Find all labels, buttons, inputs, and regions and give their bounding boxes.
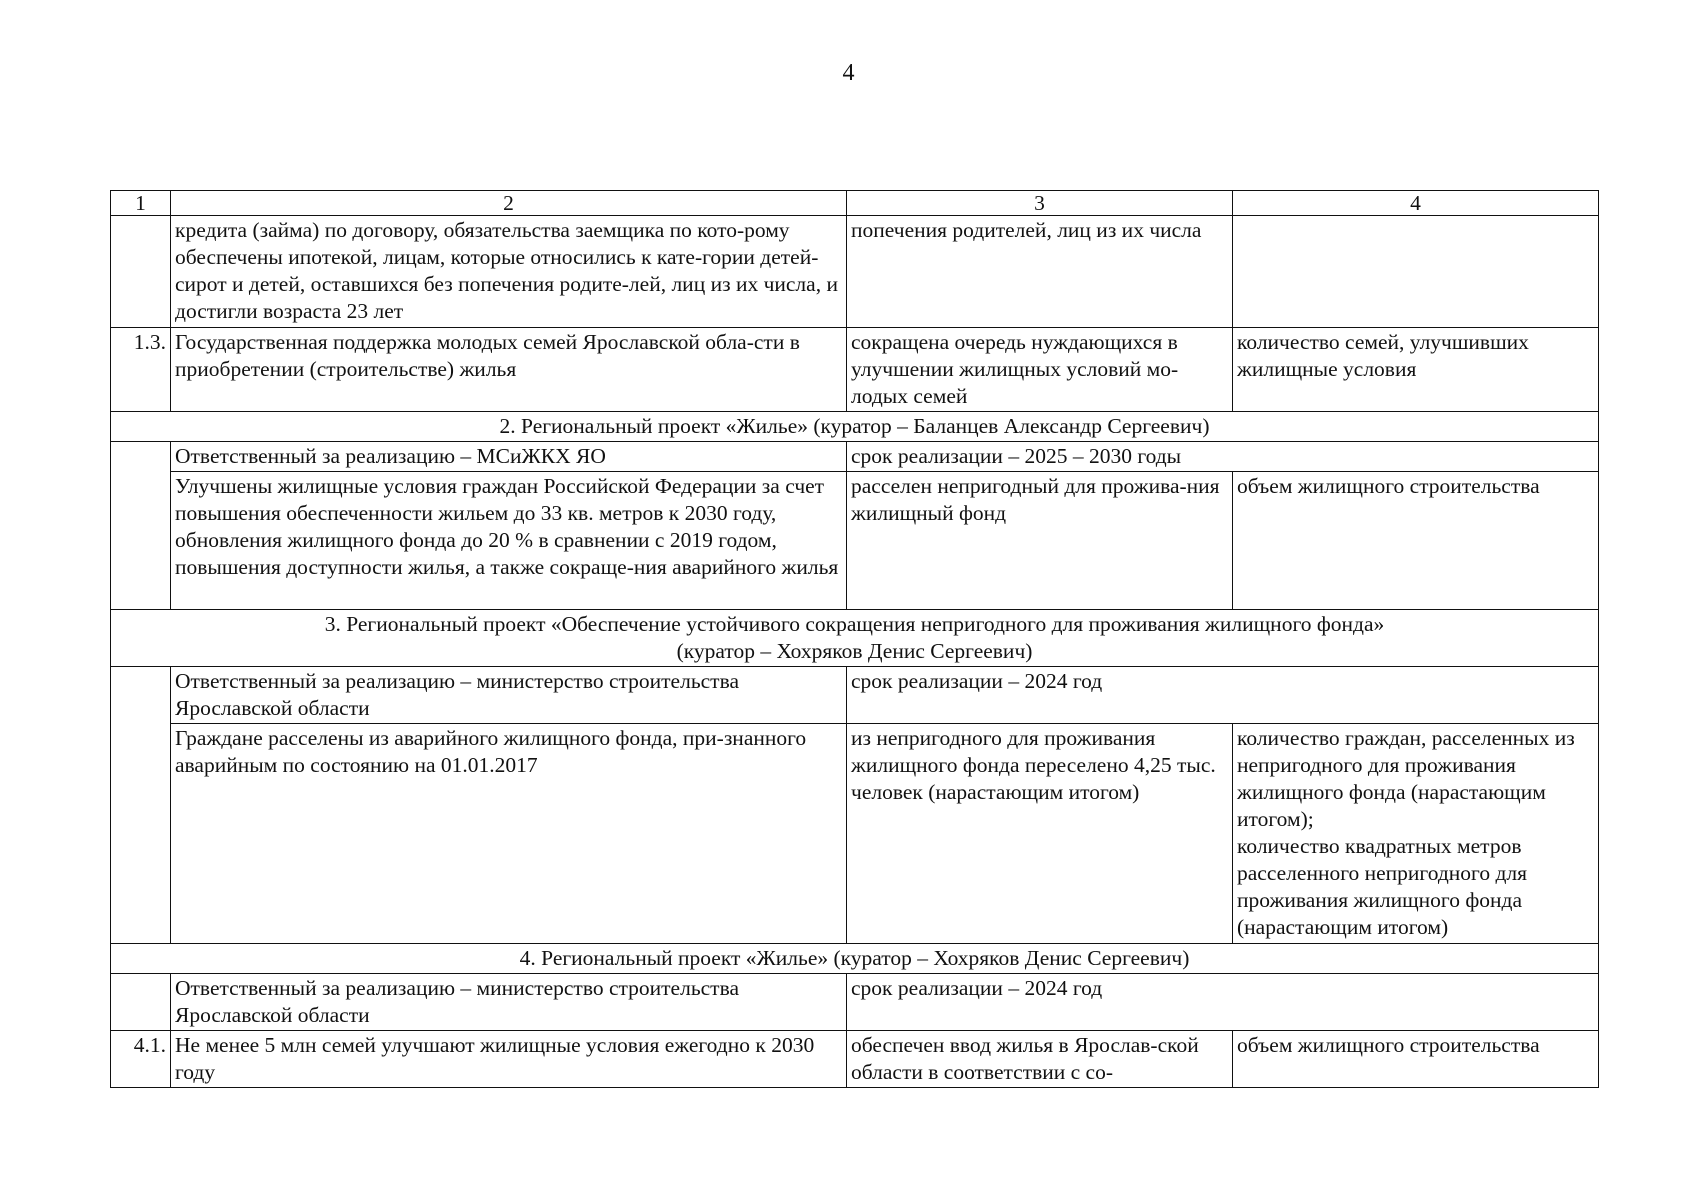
project-4-responsible: Ответственный за реализацию – министерство строительства Ярославской области — [171, 974, 847, 1031]
section-title-row-3 — [111, 610, 1599, 667]
task-cell: Граждане расселены из аварийного жилищного фонда, при-знанного аварийным по состоянию на 01.01.2017 — [171, 724, 847, 944]
project-2-title: 2. Региональный проект «Жилье» (куратор – Баланцев Александр Сергеевич) — [111, 412, 1599, 442]
indicator-cell: количество семей, улучшивших жилищные условия — [1233, 328, 1599, 412]
row-number-cell — [111, 216, 171, 328]
indicator-cell — [1233, 216, 1599, 328]
task-cell: Государственная поддержка молодых семей Ярославской обла-сти в приобретении (строительстве) жилья — [171, 328, 847, 412]
result-cell: расселен непригодный для прожива-ния жилищный фонд — [847, 472, 1233, 610]
table-row-project-3 — [111, 724, 1599, 944]
row-number-cell — [111, 667, 171, 944]
table-row-4-1 — [111, 1031, 1599, 1088]
row-number-cell — [111, 442, 171, 610]
indicator-cell — [1233, 724, 1599, 944]
task-cell: Улучшены жилищные условия граждан Российской Федерации за счет повышения обеспеченности жильем до 33 кв. метров к 2030 году, обновления жилищного фонда до 20 % в сравнении с 2019 годом, повышения доступности жилья, а также сокраще-ния аварийного жилья — [171, 472, 847, 610]
row-number-cell — [111, 974, 171, 1031]
section-title-row-2 — [111, 412, 1599, 442]
row-number-cell: 4.1. — [111, 1031, 171, 1088]
section-title-row-4 — [111, 944, 1599, 974]
measures-table — [110, 190, 1599, 1088]
header-col-3: 3 — [847, 191, 1233, 216]
row-number-cell: 1.3. — [111, 328, 171, 412]
project-4-term: срок реализации – 2024 год — [847, 974, 1599, 1031]
task-cell: Не менее 5 млн семей улучшают жилищные условия ежегодно к 2030 году — [171, 1031, 847, 1088]
responsible-row-2 — [111, 442, 1599, 472]
result-cell: обеспечен ввод жилья в Ярослав-ской области в соответствии с со- — [847, 1031, 1233, 1088]
header-col-1: 1 — [111, 191, 171, 216]
result-cell: попечения родителей, лиц из их числа — [847, 216, 1233, 328]
result-cell: сокращена очередь нуждающихся в улучшении жилищных условий мо-лодых семей — [847, 328, 1233, 412]
project-3-title-line-1: 3. Региональный проект «Обеспечение устойчивого сокращения непригодного для проживания жилищного фонда» — [324, 612, 1385, 636]
indicator-cell: объем жилищного строительства — [1233, 472, 1599, 610]
responsible-row-4 — [111, 974, 1599, 1031]
project-2-responsible: Ответственный за реализацию – МСиЖКХ ЯО — [171, 442, 847, 472]
task-cell: кредита (займа) по договору, обязательства заемщика по кото-рому обеспечены ипотекой, лицам, которые относились к кате-гории детей-сирот и детей, оставшихся без попечения родите-лей, лиц из их числа, и достигли возраста 23 лет — [171, 216, 847, 328]
project-3-term: срок реализации – 2024 год — [847, 667, 1599, 724]
result-cell: из непригодного для проживания жилищного фонда переселено 4,25 тыс. человек (нарастающим итогом) — [847, 724, 1233, 944]
project-2-term: срок реализации – 2025 – 2030 годы — [847, 442, 1599, 472]
table-row-1-3 — [111, 328, 1599, 412]
indicator-text-b: количество квадратных метров расселенного непригодного для проживания жилищного фонда (нарастающим итогом) — [1237, 834, 1528, 939]
responsible-row-3 — [111, 667, 1599, 724]
project-3-title-line-2: (куратор – Хохряков Денис Сергеевич) — [676, 639, 1033, 663]
page-number: 4 — [842, 60, 855, 86]
project-3-responsible: Ответственный за реализацию – министерство строительства Ярославской области — [171, 667, 847, 724]
header-col-2: 2 — [171, 191, 847, 216]
indicator-cell: объем жилищного строительства — [1233, 1031, 1599, 1088]
header-col-4: 4 — [1233, 191, 1599, 216]
table-header-row — [111, 191, 1599, 216]
project-4-title: 4. Региональный проект «Жилье» (куратор – Хохряков Денис Сергеевич) — [111, 944, 1599, 974]
indicator-text-a: количество граждан, расселенных из непригодного для проживания жилищного фонда (нарастающим итогом); — [1237, 726, 1575, 831]
project-3-title — [111, 610, 1599, 667]
table-row-continuation — [111, 216, 1599, 328]
table-row-project-2 — [111, 472, 1599, 610]
